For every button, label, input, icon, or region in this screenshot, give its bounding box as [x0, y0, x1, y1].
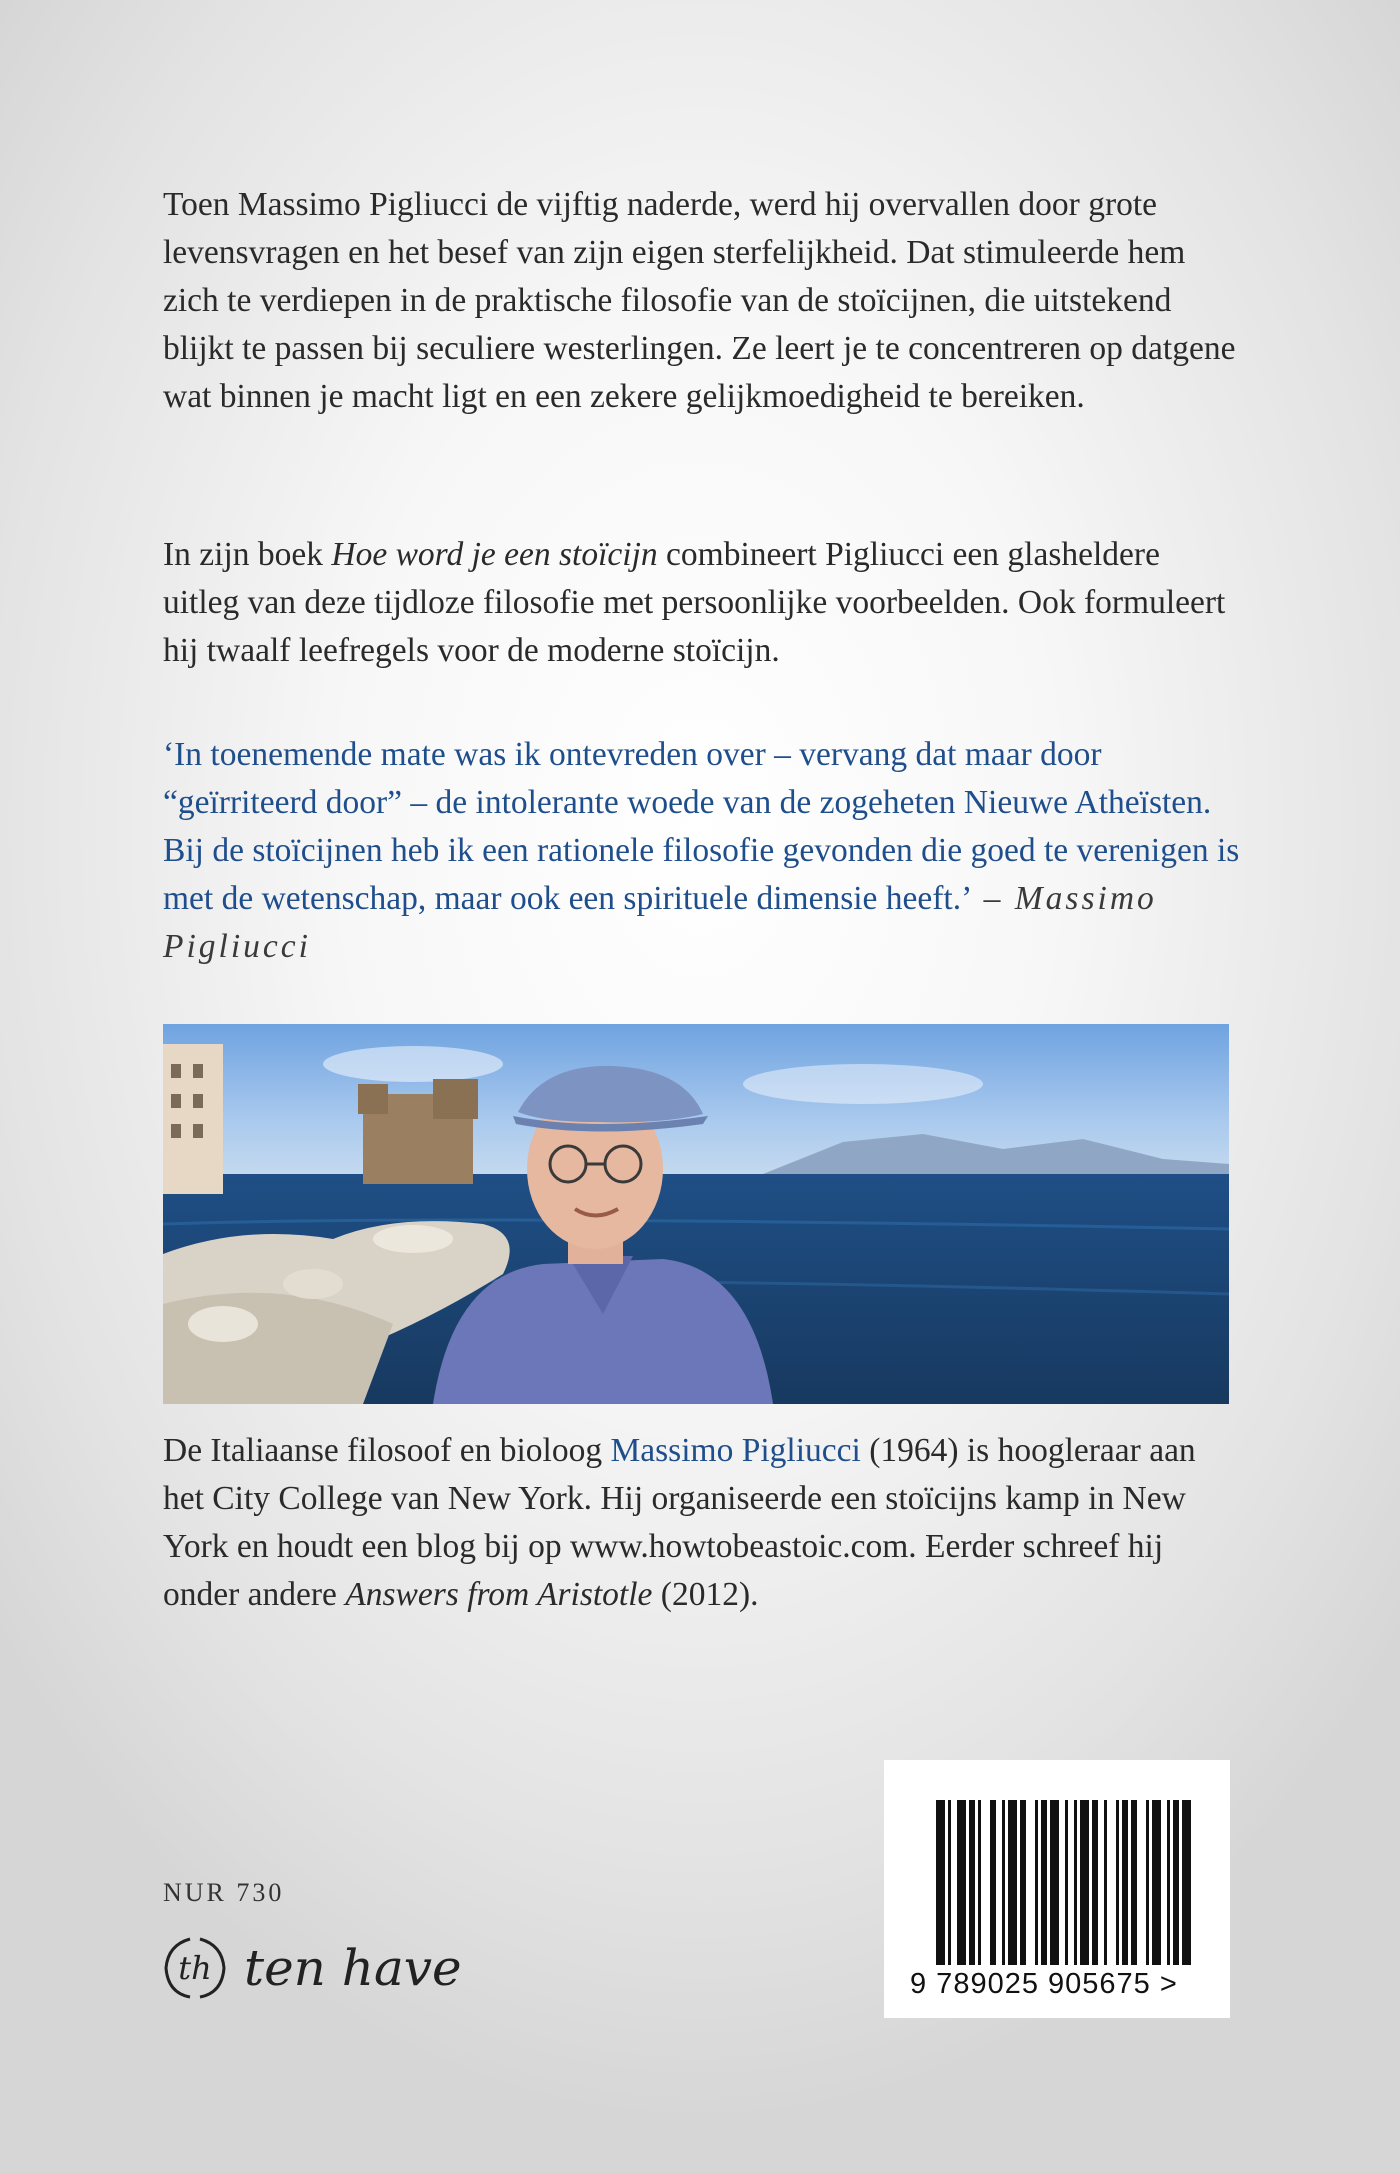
paragraph-2-rest: combineert Pigliucci een glasheldere uitleg van deze tijdloze filosofie met persoonlijke voorbeelden. Ook formuleert hij twaalf leefregels voor de moderne stoïcijn.	[163, 536, 1226, 669]
other-book-title: Answers from Aristotle	[345, 1576, 653, 1613]
barcode-bars	[884, 1760, 1230, 1970]
publisher-logo	[160, 1928, 462, 2008]
barcode-bar	[1074, 1800, 1077, 1965]
bio-body: (1964) is hoogleraar aan het City College van New York. Hij organiseerde een stoïcijns kamp in New York en houdt een blog bij op www.howtobeastoic.com. Eerder schreef hij onder andere	[163, 1432, 1196, 1613]
bio-intro: De Italiaanse filosoof en bioloog	[163, 1432, 611, 1469]
barcode-bar	[1065, 1800, 1068, 1965]
barcode-bar	[1152, 1800, 1161, 1965]
isbn-barcode	[884, 1760, 1230, 2018]
barcode-bar	[1041, 1800, 1047, 1965]
barcode-bar	[990, 1800, 996, 1965]
barcode-bar	[1050, 1800, 1059, 1965]
barcode-bar	[1002, 1800, 1005, 1965]
barcode-bar	[1131, 1800, 1137, 1965]
bio-end: (2012).	[652, 1576, 759, 1613]
barcode-bar	[957, 1800, 966, 1965]
barcode-bar	[1035, 1800, 1038, 1965]
barcode-bar	[1104, 1800, 1107, 1965]
description-paragraph-1: Toen Massimo Pigliucci de vijftig naderde, werd hij overvallen door grote levensvragen en het besef van zijn eigen sterfelijkheid. Dat stimuleerde hem zich te verdiepen in de praktische filosofie van de stoïcijnen, die uitstekend blijkt te passen bij seculiere westerlingen. Ze leert je te concentreren op datgene wat binnen je macht ligt en een zekere gelijkmoedigheid te bereiken.	[163, 186, 1236, 415]
barcode-bar	[1020, 1800, 1026, 1965]
quote-attribution: – Massimo Pigliucci	[163, 880, 1157, 965]
barcode-bar	[1080, 1800, 1089, 1965]
barcode-digits: 9 789025 905675 >	[910, 1968, 1178, 2000]
barcode-bar	[1008, 1800, 1017, 1965]
quote-text: ‘In toenemende mate was ik ontevreden over – vervang dat maar door “geïrriteerd door” – de intolerante woede van de zogeheten Nieuwe Atheïsten. Bij de stoïcijnen heb ik een rationele filosofie gevonden die goed te verenigen is met de wetenschap, maar ook een spirituele dimensie heeft.’	[163, 736, 1240, 917]
barcode-bar	[936, 1800, 945, 1965]
barcode-bar	[1173, 1800, 1179, 1965]
paragraph-2-intro: In zijn boek	[163, 536, 332, 573]
barcode-bar	[1122, 1800, 1128, 1965]
nur-code: NUR 730	[163, 1878, 285, 1907]
barcode-bar	[1167, 1800, 1170, 1965]
publisher-name: ten have	[244, 1939, 462, 1997]
barcode-bar	[948, 1800, 951, 1965]
monogram-text: th	[178, 1949, 212, 1987]
author-photo	[163, 1024, 1229, 1404]
author-quote	[163, 731, 1243, 971]
barcode-bar	[969, 1800, 975, 1965]
publisher-monogram-icon	[160, 1933, 230, 2003]
barcode-bar	[978, 1800, 981, 1965]
description-paragraph-2	[163, 531, 1243, 675]
barcode-bar	[1092, 1800, 1098, 1965]
barcode-bar	[1146, 1800, 1149, 1965]
author-name: Massimo Pigliucci	[610, 1432, 861, 1469]
author-bio	[163, 1427, 1243, 1619]
barcode-bar	[1116, 1800, 1119, 1965]
barcode-bar	[1182, 1800, 1191, 1965]
book-title: Hoe word je een stoïcijn	[331, 536, 658, 573]
